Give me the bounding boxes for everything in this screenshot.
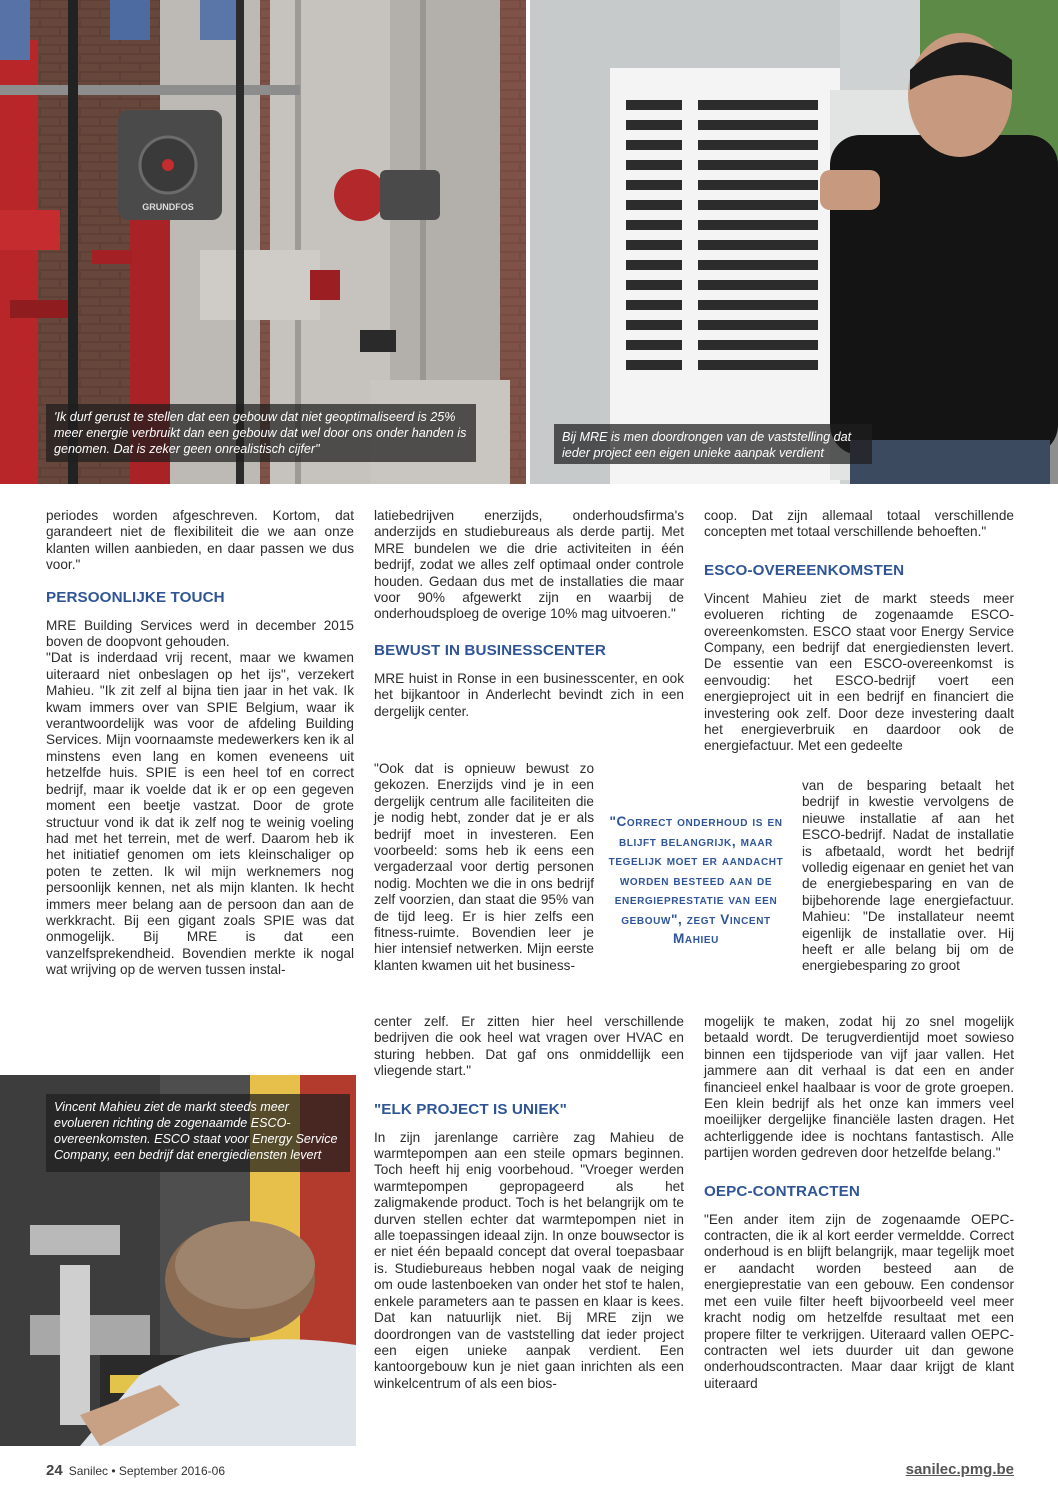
caption-top-right: Bij MRE is men doordrongen van de vaststelling dat ieder project een eigen unieke aanpak verdient [554, 424, 872, 464]
page-number: 24 [46, 1462, 63, 1479]
publication-info: Sanilec • September 2016-06 [68, 1464, 225, 1478]
paragraph: MRE huist in Ronse in een businesscenter, en ook het bijkantoor in Anderlecht bevindt zich in een dergelijk center. [374, 670, 684, 719]
heading-persoonlijke-touch: PERSOONLIJKE TOUCH [46, 588, 225, 606]
column-1 [46, 508, 354, 979]
heading-elk-project-is-uniek: "ELK PROJECT IS UNIEK" [374, 1100, 567, 1118]
heading-oepc-contracten: OEPC-CONTRACTEN [704, 1182, 860, 1200]
column-2 [374, 508, 684, 720]
paragraph: latiebedrijven enerzijds, onderhoudsfirma's anderzijds en studiebureaus als derde partij. Met MRE bundelen we die drie activiteiten in één bedrijf, zodat we alles zelf optimaal onder controle houden. Gedaan dus met de installaties die maar voor 90% afgewerkt zijn en waarbij de onderhoudsploeg de overige 10% mag uitvoeren." [374, 508, 684, 622]
paragraph: coop. Dat zijn allemaal totaal verschillende concepten met totaal verschillende behoeften." [704, 508, 1014, 540]
pull-quote: "Correct onderhoud is en blijft belangrijk, maar tegelijk moet er aandacht worden besteed aan de energieprestatie van een gebouw", zegt Vincent Mahieu [608, 814, 784, 946]
photo-separator [526, 0, 530, 486]
paragraph: center zelf. Er zitten hier heel verschillende bedrijven die ook heel wat vragen over HVAC en sturing hebben. Dat gaf ons onmiddellijk een vliegende start." [374, 1014, 684, 1079]
paragraph: "Dat is inderdaad vrij recent, maar we kwamen uiteraard niet onbeslagen op het ijs", verzekert Mahieu. "Ik zit zelf al bijna tien jaar in het vak. Ik kwam immers over van SPIE Belgium, waar ik verantwoordelijk was voor de afdeling Building Services. Mijn voornaamste medewerkers ken ik al minstens even lang en komen eveneens uit hetzelfde huis. SPIE is een heel tof en correct bedrijf, maar ik voelde dat ik er op een gegeven moment een beetje vastzat. Door de grote structuur vond ik dat ik zelf nog te weinig voeling had met het terrein, met de werf. Daarom heb ik het initiatief genomen om iets kleinschaliger op poten te zetten. Ik wil mijn werknemers nog persoonlijk kennen, net als mijn klanten. Ik hecht immers meer belang aan de persoon dan aan de werkkracht. Bij een gigant zoals SPIE was dat onmogelijk. Bij MRE is dat een vanzelfsprekendheid. Bovendien merkte ik nogal wat wrijving op de werven tussen instal- [46, 650, 354, 978]
footer-url[interactable]: sanilec.pmg.be [905, 1461, 1014, 1478]
caption-bottom-left: Vincent Mahieu ziet de markt steeds meer evolueren richting de zogenaamde ESCO-overeenkomsten. ESCO staat voor Energy Service Company, een bedrijf dat energiediensten levert [46, 1094, 350, 1172]
paragraph: MRE Building Services werd in december 2015 boven de doopvont gehouden. [46, 617, 354, 650]
photo-heat-pump-technician [530, 0, 1058, 484]
column-2-wrap-text: "Ook dat is opnieuw bewust zo gekozen. Enerzijds vind je in een dergelijk centrum alle faciliteiten die je nodig hebt, zonder dat je er als bedrijf moet in investeren. Een voorbeeld: soms heb ik eens een vergaderzaal voor dertig personen nodig. Mochten we die in ons bedrijf zelf voorzien, dan staat die 95% van de tijd leeg. Er is hier zelfs een fitness-ruimte. Bovendien leer je hier intensief netwerken. Mijn eerste klanten kwamen uit het business- [374, 761, 594, 973]
paragraph: periodes worden afgeschreven. Kortom, dat garandeert niet de flexibiliteit die we aan onze klanten willen aanbieden, en daar passen we dus voor." [46, 508, 354, 573]
paragraph: In zijn jarenlange carrière zag Mahieu de warmtepompen aan een steile opmars beginnen. Toch heeft hij enig voorbehoud. "Vroeger werden warmtepompen gepropageerd als het zaligmakende product. Toch is het belangrijk om te durven stellen echter dat warmtepompen niet in alle toepassingen ideaal zijn. In onze bouwsector is er niet één bepaald concept dat overal toepasbaar is. Studiebureaus hebben nogal vaak de neiging om oude lastenboeken van onder het stof te halen, enkele parameters aan te passen en klaar is kees. Dat kan natuurlijk niet. Bij MRE zijn we doordrongen van de vaststelling dat ieder project een eigen unieke aanpak verdient. Een kantoorgebouw kun je niet gaan inrichten als een winkelcentrum of als een bios- [374, 1129, 684, 1391]
footer-left [46, 1462, 225, 1479]
pump-brand-label: GRUNDFOS [142, 202, 194, 212]
paragraph: mogelijk te maken, zodat hij zo snel mogelijk betaald wordt. De terugverdientijd moet sowieso binnen een tijdsperiode van vijf jaar vallen. Het jammere aan dit verhaal is dat een en ander financieel enkel haalbaar is voor de grote groepen. Een klein bedrijf als het onze kan immers veel moeilijker dergelijke financiële lasten dragen. Het achterliggende idee is nochtans fantastisch. Alle partijen worden gedreven door hetzelfde belang." [704, 1014, 1014, 1161]
column-3 [704, 508, 1014, 755]
heading-bewust-in-businesscenter: BEWUST IN BUSINESSCENTER [374, 641, 606, 659]
column-3-lower [704, 1014, 1014, 1392]
heading-esco-overeenkomsten: ESCO-OVEREENKOMSTEN [704, 561, 905, 579]
paragraph: Vincent Mahieu ziet de markt steeds meer evolueren richting de zogenaamde ESCO-overeenkomsten. ESCO staat voor Energy Service Company, een bedrijf dat energiediensten levert. De essentie van een ESCO-overeenkomst is eenvoudig: het ESCO-bedrijf voert een energieproject uit in een bedrijf en financiert die investering ook zelf. Door deze investering daalt het energieverbruik en daardoor ook de energiefactuur. Met een gedeelte [704, 590, 1014, 754]
column-3-wrap-text: van de besparing betaalt het bedrijf in kwestie vervolgens de nieuwe installatie af aan het ESCO-bedrijf. Nadat de installatie is afbetaald, wordt het bedrijf volledig eigenaar en geniet het van de energiebesparing en van de bijbehorende lage energiefactuur. Mahieu: "De installateur neemt eigenlijk de installatie over. Hij heeft er alle belang bij om de energiebesparing zo groot [802, 778, 1014, 974]
paragraph: "Een ander item zijn de zogenaamde OEPC-contracten, die ik al kort eerder vermeldde. Correct onderhoud is en blijft belangrijk, maar tegelijk moet er aandacht worden besteed aan de energieprestatie van een gebouw. Een condensor met een vuile filter heeft bijvoorbeeld veel meer kracht nodig om hetzelfde resultaat met een propere filter te verkrijgen. Uiteraard vallen OEPC-contracten wel iets duurder uit dan gewone onderhoudscontracten. Maar daar krijgt de klant uiteraard [704, 1211, 1014, 1391]
caption-top-left: 'Ik durf gerust te stellen dat een gebouw dat niet geoptimaliseerd is 25% meer energie verbruikt dan een gebouw dat wel door ons onder handen is genomen. Dat is zeker geen onrealistisch cijfer" [46, 404, 476, 462]
column-2-lower [374, 1014, 684, 1392]
